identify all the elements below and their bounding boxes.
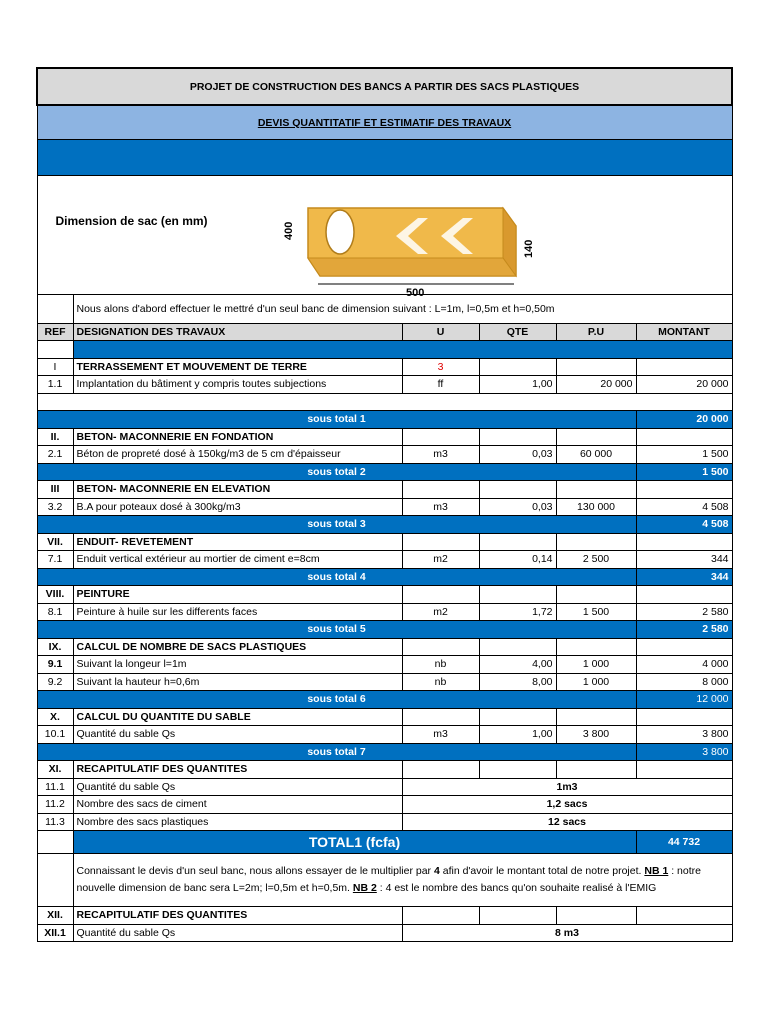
section-row: VII. ENDUIT- REVETEMENT bbox=[37, 533, 732, 551]
intro-text: Nous alons d'abord effectuer le mettré d'un seul banc de dimension suivant : L=1m, l=0,5m et h=0,50m bbox=[73, 295, 732, 324]
total-label: TOTAL1 (fcfa) bbox=[73, 831, 636, 854]
page-subtitle: DEVIS QUANTITATIF ET ESTIMATIF DES TRAVAUX bbox=[37, 105, 732, 140]
note-row bbox=[37, 854, 732, 907]
section-row: XI. RECAPITULATIF DES QUANTITES bbox=[37, 761, 732, 779]
section-row: XII. RECAPITULATIF DES QUANTITES bbox=[37, 907, 732, 925]
subtotal-row: sous total 6 12 000 bbox=[37, 691, 732, 709]
section-row: I TERRASSEMENT ET MOUVEMENT DE TERRE 3 bbox=[37, 358, 732, 376]
bag-dimension-panel bbox=[37, 176, 732, 299]
table-row: 9.1 Suivant la longeur l=1m nb 4,00 1 000 4 000 bbox=[37, 656, 732, 674]
table-row: 9.2 Suivant la hauteur h=0,6m nb 8,00 1 000 8 000 bbox=[37, 673, 732, 691]
bag-height-label: 400 bbox=[282, 221, 295, 240]
table-row: 10.1 Quantité du sable Qs m3 1,00 3 800 3 800 bbox=[37, 726, 732, 744]
table-row: 11.1 Quantité du sable Qs 1m3 bbox=[37, 778, 732, 796]
section-row: II. BETON- MACONNERIE EN FONDATION bbox=[37, 428, 732, 446]
subtotal-row: sous total 7 3 800 bbox=[37, 743, 732, 761]
quote-sheet bbox=[36, 67, 731, 942]
table-row: 1.1 Implantation du bâtiment y compris toutes subjections ff 1,00 20 000 20 000 bbox=[37, 376, 732, 394]
note-text: Connaissant le devis d'un seul banc, nous allons essayer de le multiplier par 4 afin d'avoir le montant total de notre projet. NB 1 : notre nouvelle dimension de banc sera L=2m; l=0,5m et h=0,5m. NB 2 : 4 est le nombre des bancs qu'on souhaite realisé à l'EMIG bbox=[73, 854, 732, 907]
header-u: U bbox=[402, 324, 479, 341]
table-row: 8.1 Peinture à huile sur les differents faces m2 1,72 1 500 2 580 bbox=[37, 603, 732, 621]
bag-width-label: 500 bbox=[405, 287, 424, 299]
table-row: 3.2 B.A pour poteaux dosé à 300kg/m3 m3 0,03 130 000 4 508 bbox=[37, 498, 732, 516]
section-row: III BETON- MACONNERIE EN ELEVATION bbox=[37, 481, 732, 499]
section-row: IX. CALCUL DE NOMBRE DE SACS PLASTIQUES bbox=[37, 638, 732, 656]
table-row: 11.2 Nombre des sacs de ciment 1,2 sacs bbox=[37, 796, 732, 814]
subtotal-row: sous total 3 4 508 bbox=[37, 516, 732, 534]
intro-ref bbox=[37, 295, 73, 324]
header-designation: DESIGNATION DES TRAVAUX bbox=[73, 324, 402, 341]
page-title: PROJET DE CONSTRUCTION DES BANCS A PARTIR DES SACS PLASTIQUES bbox=[37, 68, 732, 105]
section-row: X. CALCUL DU QUANTITE DU SABLE bbox=[37, 708, 732, 726]
blue-band bbox=[37, 140, 732, 176]
header-qte: QTE bbox=[479, 324, 556, 341]
bag-depth-label: 140 bbox=[522, 239, 535, 258]
table-row: 7.1 Enduit vertical extérieur au mortier de ciment e=8cm m2 0,14 2 500 344 bbox=[37, 551, 732, 569]
header-pu: P.U bbox=[556, 324, 636, 341]
total-row bbox=[37, 831, 732, 854]
section-row: VIII. PEINTURE bbox=[37, 586, 732, 604]
subtotal-row: sous total 4 344 bbox=[37, 568, 732, 586]
dimension-label: Dimension de sac (en mm) bbox=[55, 214, 208, 228]
empty-row bbox=[37, 393, 732, 411]
header-ref: REF bbox=[37, 324, 73, 341]
table-row: XII.1 Quantité du sable Qs 8 m3 bbox=[37, 924, 732, 942]
subtotal-row: sous total 5 2 580 bbox=[37, 621, 732, 639]
blue-separator bbox=[73, 341, 732, 359]
quote-table bbox=[36, 67, 733, 942]
table-row: 2.1 Béton de propreté dosé à 150kg/m3 de 5 cm d'épaisseur m3 0,03 60 000 1 500 bbox=[37, 446, 732, 464]
subtotal-row: sous total 2 1 500 bbox=[37, 463, 732, 481]
sandbag-illustration bbox=[278, 186, 535, 299]
subtotal-row: sous total 1 20 000 bbox=[37, 411, 732, 429]
header-montant: MONTANT bbox=[636, 324, 732, 341]
table-row: 11.3 Nombre des sacs plastiques 12 sacs bbox=[37, 813, 732, 831]
table-header bbox=[37, 324, 732, 341]
total-amount: 44 732 bbox=[636, 831, 732, 854]
